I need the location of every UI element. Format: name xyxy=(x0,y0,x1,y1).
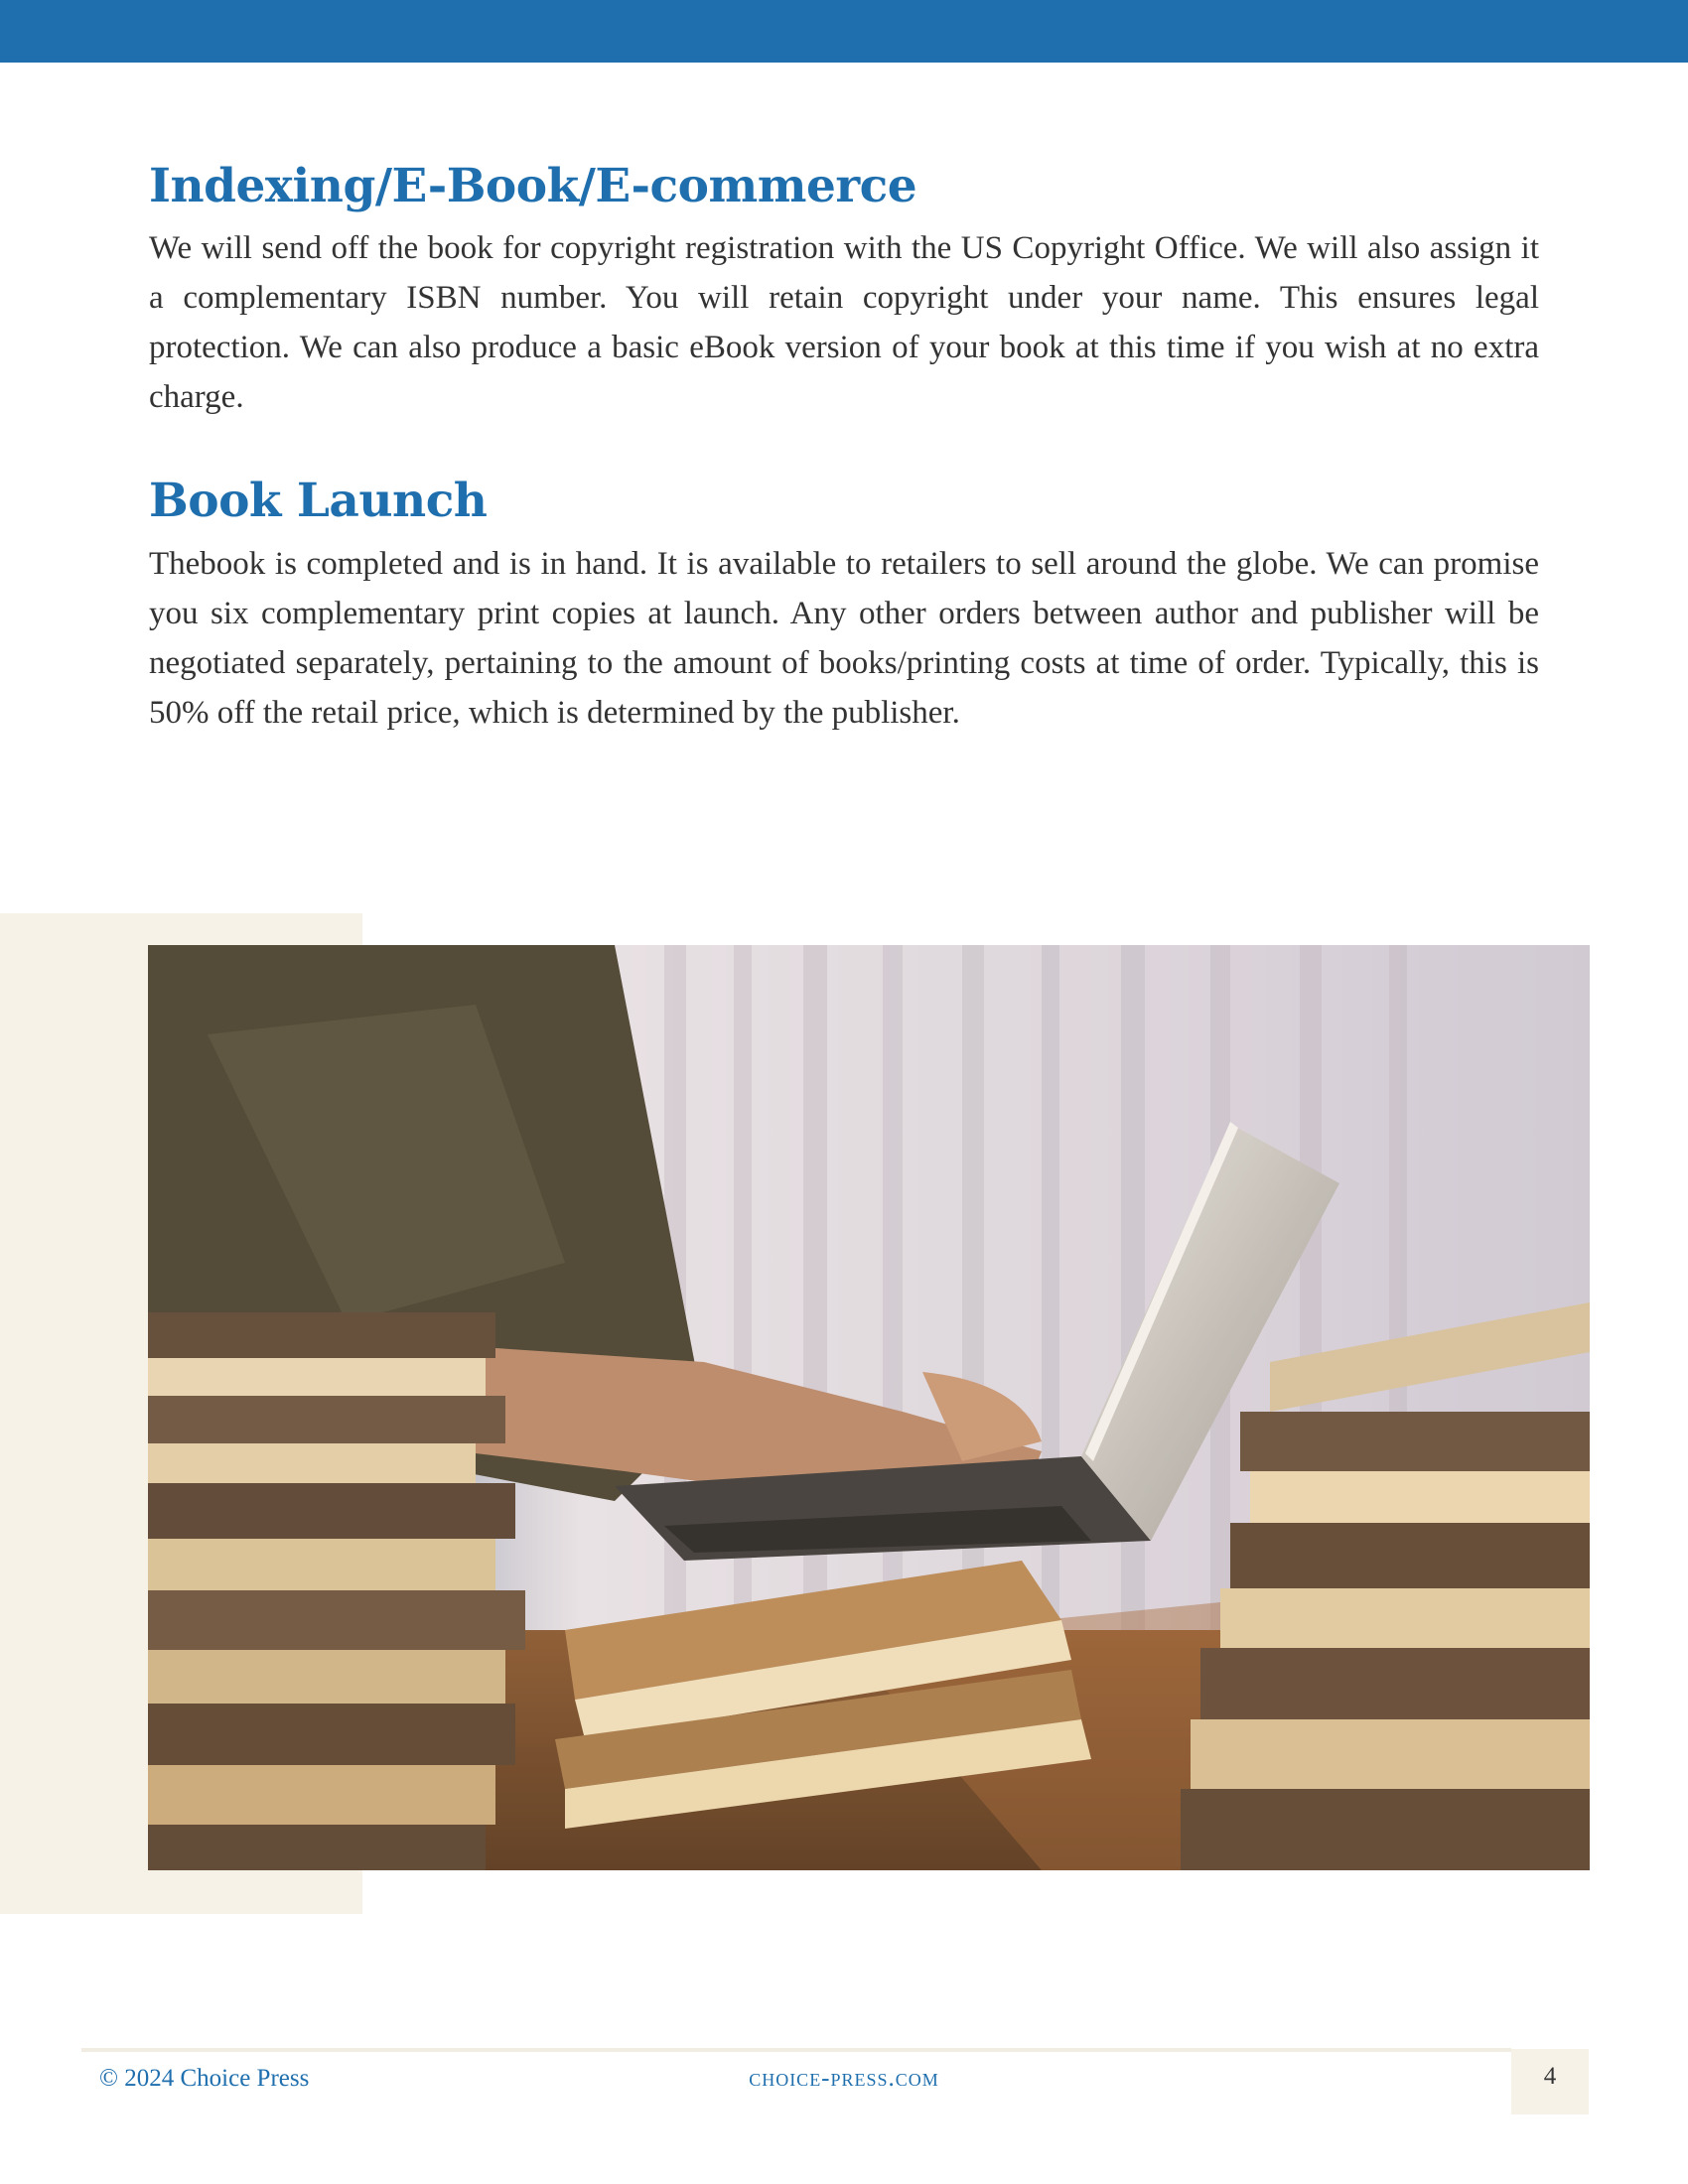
laptop-books-photo xyxy=(148,945,1590,1870)
section-body-indexing: We will send off the book for copyright registration with the US Copyright Office. We will also assign it a complementary ISBN number. You will retain copyright under your name. This ensures legal protection. We can also produce a basic eBook version of your book at this time if you wish at no extra charge. xyxy=(149,230,1539,416)
photo-illustration-icon xyxy=(148,945,1590,1870)
section-book-launch xyxy=(149,474,1539,737)
page-number: 4 xyxy=(1511,2049,1589,2115)
top-accent-bar xyxy=(0,0,1688,63)
main-content xyxy=(149,159,1539,738)
footer-copyright: © 2024 Choice Press xyxy=(99,2065,310,2092)
section-heading-indexing: Indexing/E-Book/E-commerce xyxy=(149,159,917,213)
section-heading-book-launch: Book Launch xyxy=(149,474,488,529)
section-indexing-ebook xyxy=(149,159,1539,422)
footer-website-link[interactable]: choice-press.com xyxy=(749,2065,939,2092)
footer-divider xyxy=(81,2048,1511,2052)
section-body-book-launch: Thebook is completed and is in hand. It is available to retailers to sell around the globe. We can promise you six complementary print copies at launch. Any other orders between author and publisher will be negotiated separately, pertaining to the amount of books/printing costs at time of order. Typically, this is 50% off the retail price, which is determined by the publisher. xyxy=(149,545,1539,731)
